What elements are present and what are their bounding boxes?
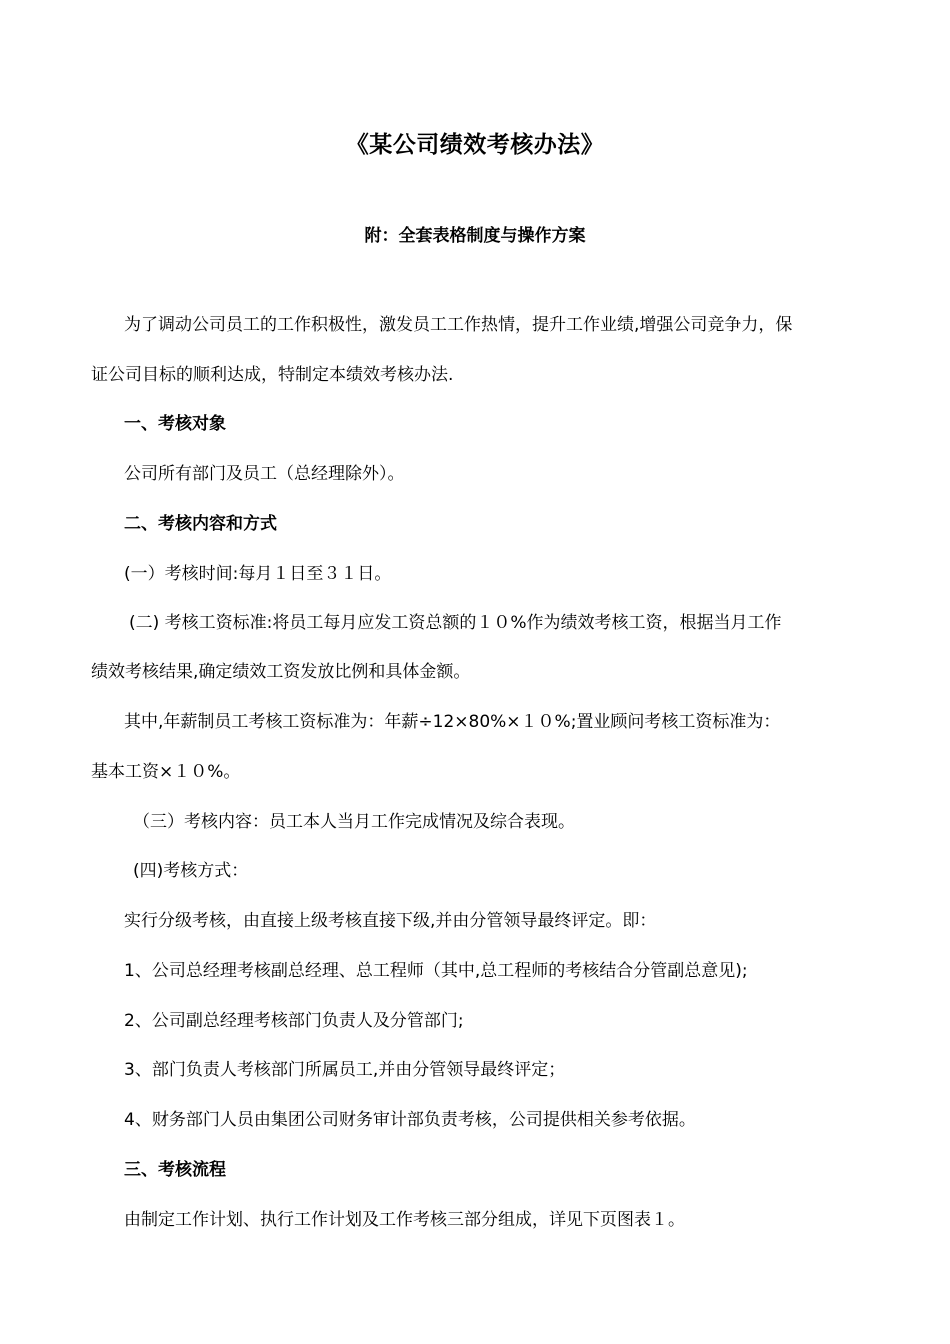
document-subtitle: 附：全套表格制度与操作方案 — [364, 226, 586, 246]
method-list-item: 3、部门负责人考核部门所属员工,并由分管领导最终评定； — [124, 1060, 566, 1080]
method-list-item: 4、财务部门人员由集团公司财务审计部负责考核，公司提供相关参考依据。 — [124, 1110, 696, 1130]
intro-paragraph-line-1: 为了调动公司员工的工作积极性，激发员工工作热情，提升工作业绩,增强公司竞争力，保 — [124, 315, 793, 335]
section-heading-process: 三、考核流程 — [124, 1160, 226, 1180]
item-assessment-content: （三）考核内容：员工本人当月工作完成情况及综合表现。 — [133, 812, 575, 832]
section-text-assessment-target: 公司所有部门及员工（总经理除外）。 — [124, 464, 405, 484]
section-heading-content-method: 二、考核内容和方式 — [124, 514, 277, 534]
item-assessment-time: (一）考核时间:每月１日至３１日。 — [124, 564, 392, 584]
section-text-process: 由制定工作计划、执行工作计划及工作考核三部分组成，详见下页图表１。 — [124, 1210, 685, 1230]
intro-paragraph-line-2: 证公司目标的顺利达成，特制定本绩效考核办法. — [91, 365, 454, 385]
method-list-item: 2、公司副总经理考核部门负责人及分管部门; — [124, 1011, 464, 1031]
item-salary-standard-line-1: (二) 考核工资标准:将员工每月应发工资总额的１０%作为绩效考核工资，根据当月工作 — [129, 613, 782, 633]
document-title: 《某公司绩效考核办法》 — [345, 132, 605, 158]
item-salary-note-line-1: 其中,年薪制员工考核工资标准为：年薪÷12×80%×１０%;置业顾问考核工资标准为： — [124, 712, 781, 732]
method-intro: 实行分级考核，由直接上级考核直接下级,并由分管领导最终评定。即： — [124, 911, 657, 931]
method-list-item: 1、公司总经理考核副总经理、总工程师（其中,总工程师的考核结合分管副总意见); — [124, 961, 748, 981]
item-salary-standard-line-2: 绩效考核结果,确定绩效工资发放比例和具体金额。 — [91, 662, 471, 682]
section-heading-assessment-target: 一、考核对象 — [124, 414, 226, 434]
item-assessment-method: (四)考核方式： — [133, 861, 249, 881]
item-salary-note-line-2: 基本工资×１０%。 — [91, 762, 241, 782]
